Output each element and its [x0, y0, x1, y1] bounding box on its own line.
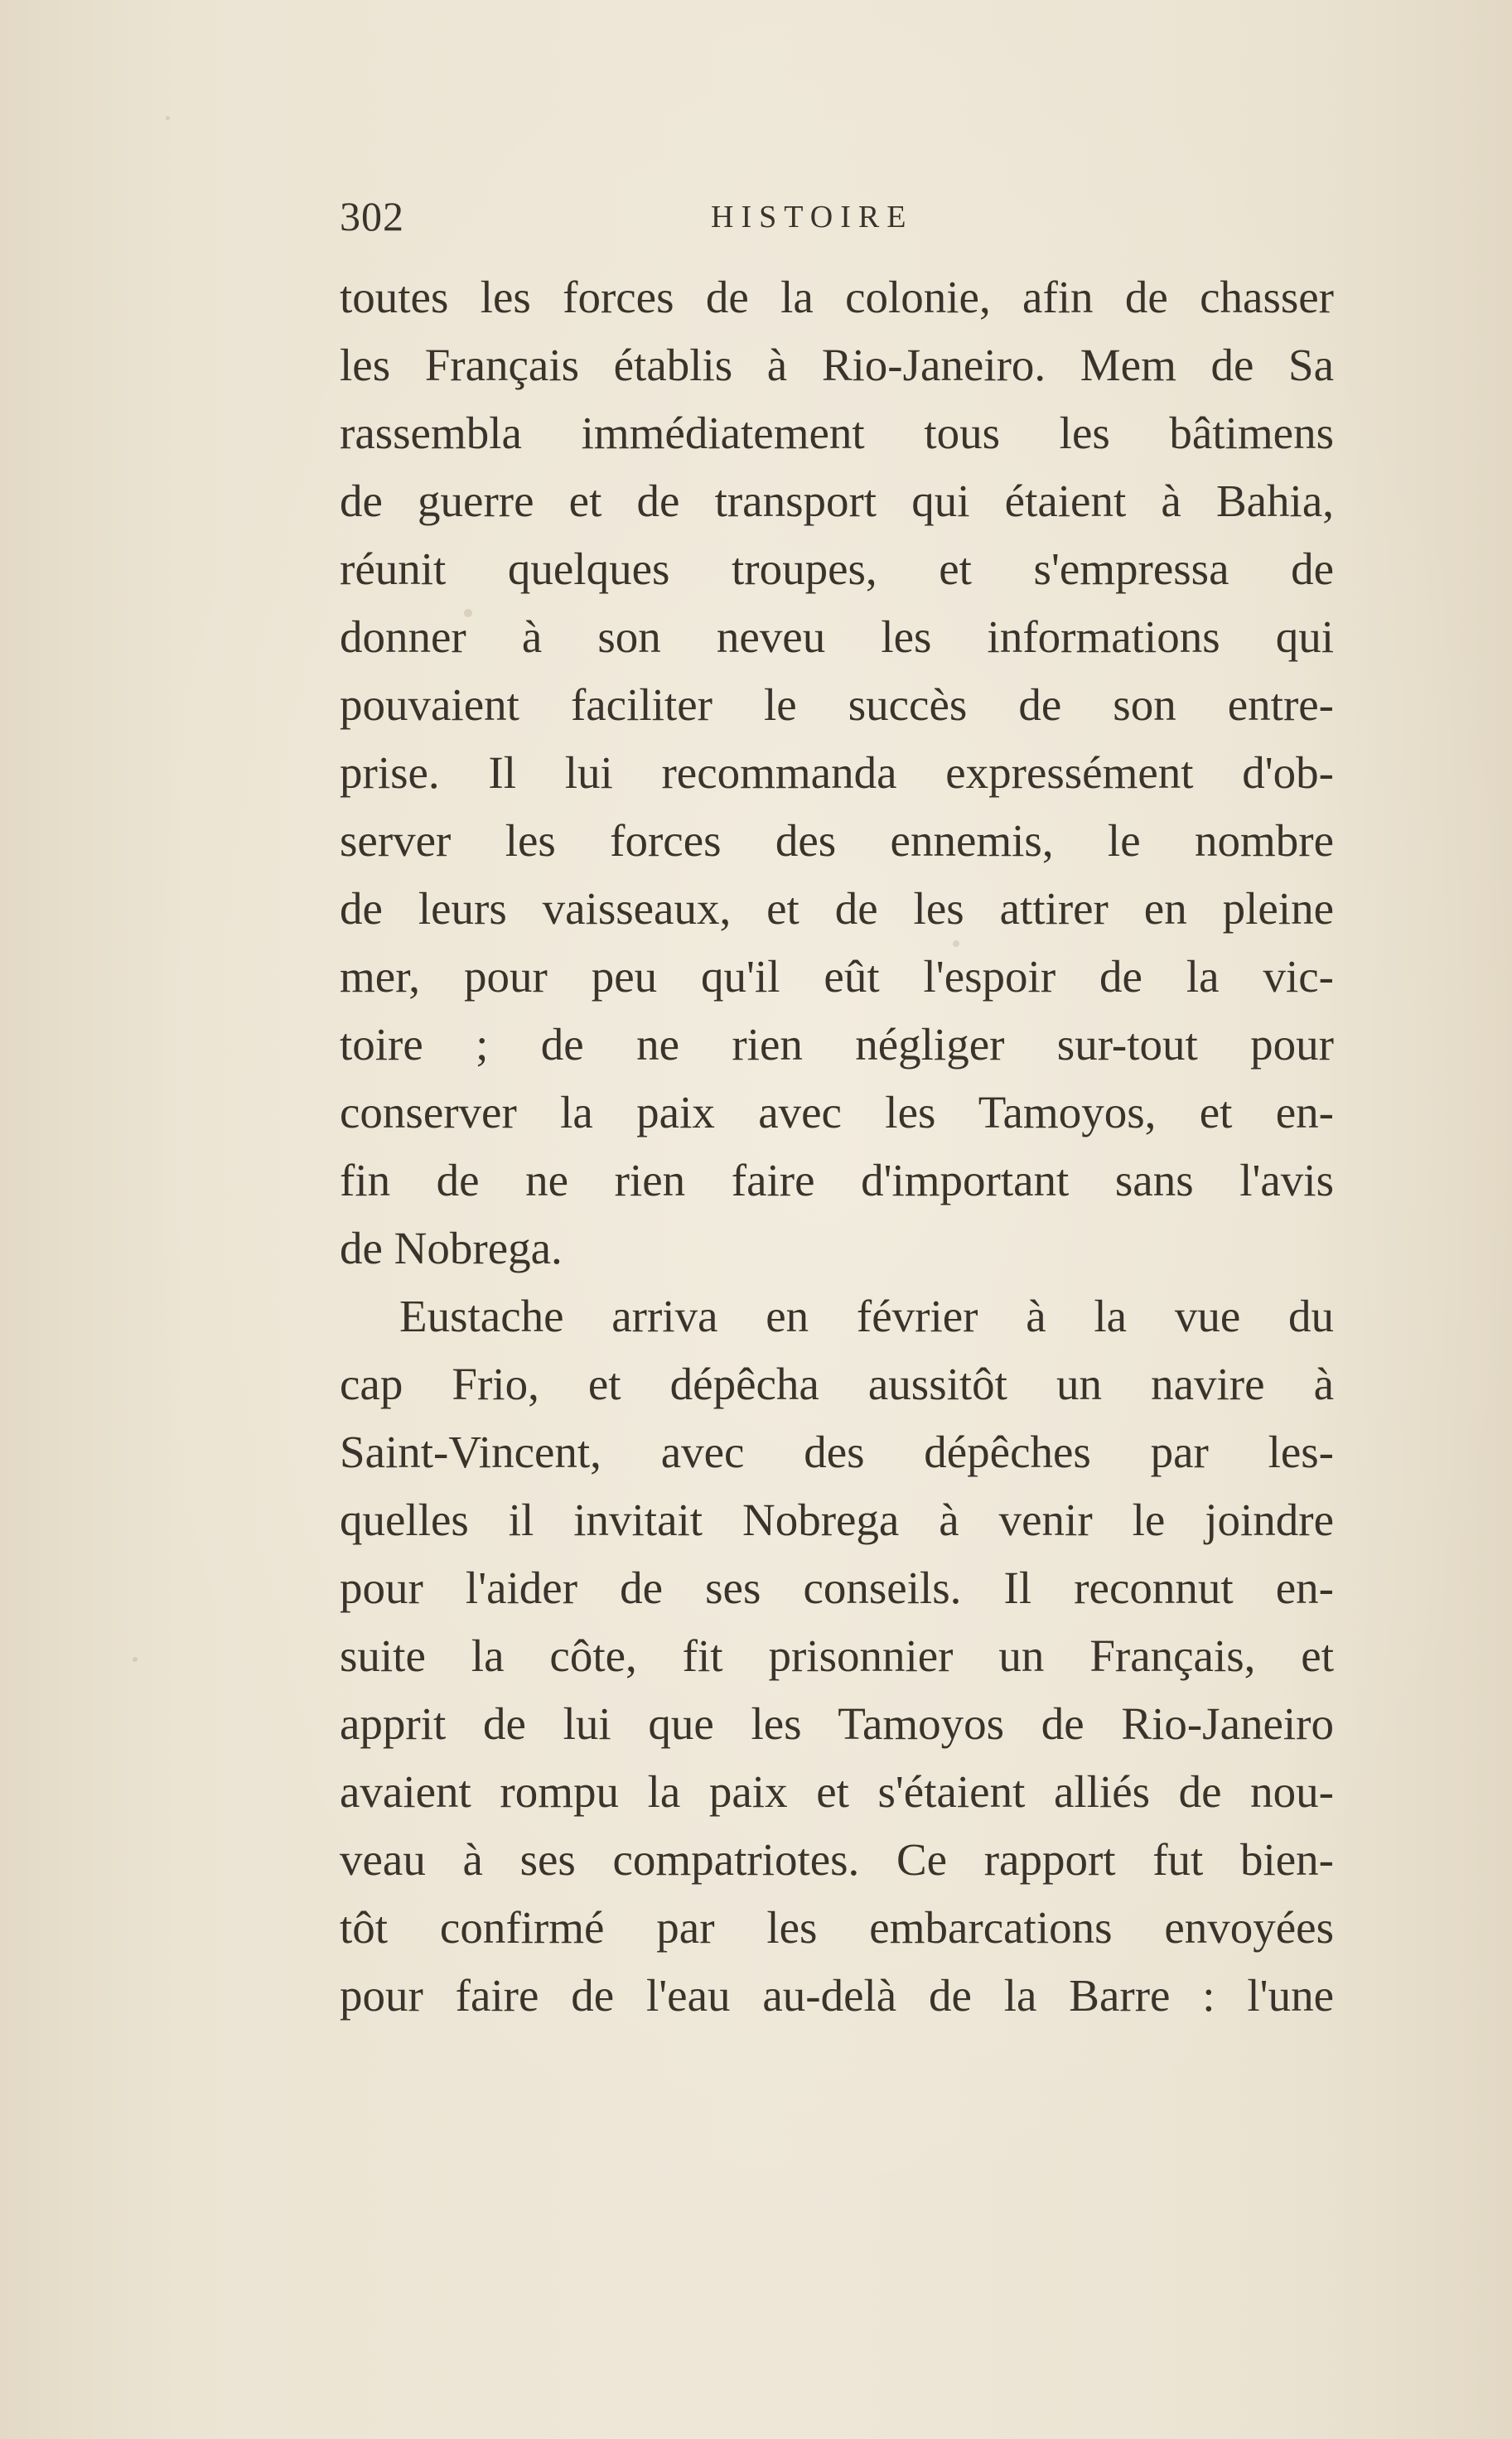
text-line: de leurs vaisseaux, et de les attirer en pleine — [340, 883, 1334, 934]
page-header — [340, 192, 1334, 250]
text-line: tôt confirmé par les embarcations envoyées — [340, 1902, 1334, 1953]
text-line: rassembla immédiatement tous les bâtimens — [340, 408, 1334, 458]
text-line: Eustache arriva en février à la vue du — [399, 1291, 1334, 1341]
text-line: toire ; de ne rien négliger sur-tout pour — [340, 1019, 1334, 1070]
paper-foxing-spot — [166, 116, 170, 120]
text-line: les Français établis à Rio-Janeiro. Mem de Sa — [340, 340, 1334, 390]
paragraph — [340, 263, 1334, 1282]
text-line: mer, pour peu qu'il eût l'espoir de la vic- — [340, 951, 1334, 1002]
paragraph — [340, 1282, 1334, 2030]
text-line: pouvaient faciliter le succès de son entre- — [340, 679, 1334, 730]
text-line: conserver la paix avec les Tamoyos, et en- — [340, 1087, 1334, 1137]
text-line: quelles il invitait Nobrega à venir le joindre — [340, 1495, 1334, 1545]
text-line: réunit quelques troupes, et s'empressa de — [340, 543, 1334, 594]
text-line: prise. Il lui recommanda expressément d'ob- — [340, 747, 1334, 798]
text-line: avaient rompu la paix et s'étaient alliés de nou- — [340, 1766, 1334, 1817]
text-line: fin de ne rien faire d'important sans l'avis — [340, 1155, 1334, 1205]
text-line: apprit de lui que les Tamoyos de Rio-Janeiro — [340, 1698, 1334, 1749]
text-line: server les forces des ennemis, le nombre — [340, 815, 1334, 866]
text-line: pour l'aider de ses conseils. Il reconnut en- — [340, 1562, 1334, 1613]
text-line: pour faire de l'eau au-delà de la Barre : l'une — [340, 1970, 1334, 2021]
text-line: de guerre et de transport qui étaient à Bahia, — [340, 476, 1334, 526]
text-line: de Nobrega. — [340, 1223, 563, 1273]
body-text — [340, 263, 1334, 2030]
text-line: cap Frio, et dépêcha aussitôt un navire à — [340, 1359, 1334, 1409]
text-line: suite la côte, fit prisonnier un Français, et — [340, 1630, 1334, 1681]
paper-foxing-spot — [133, 1657, 138, 1662]
text-line: toutes les forces de la colonie, afin de chasser — [340, 272, 1334, 322]
page-number: 302 — [340, 193, 404, 239]
running-head: HISTOIRE — [711, 200, 914, 234]
text-line: Saint-Vincent, avec des dépêches par les- — [340, 1427, 1334, 1477]
text-line: donner à son neveu les informations qui — [340, 611, 1334, 662]
text-line: veau à ses compatriotes. Ce rapport fut bien- — [340, 1834, 1334, 1885]
